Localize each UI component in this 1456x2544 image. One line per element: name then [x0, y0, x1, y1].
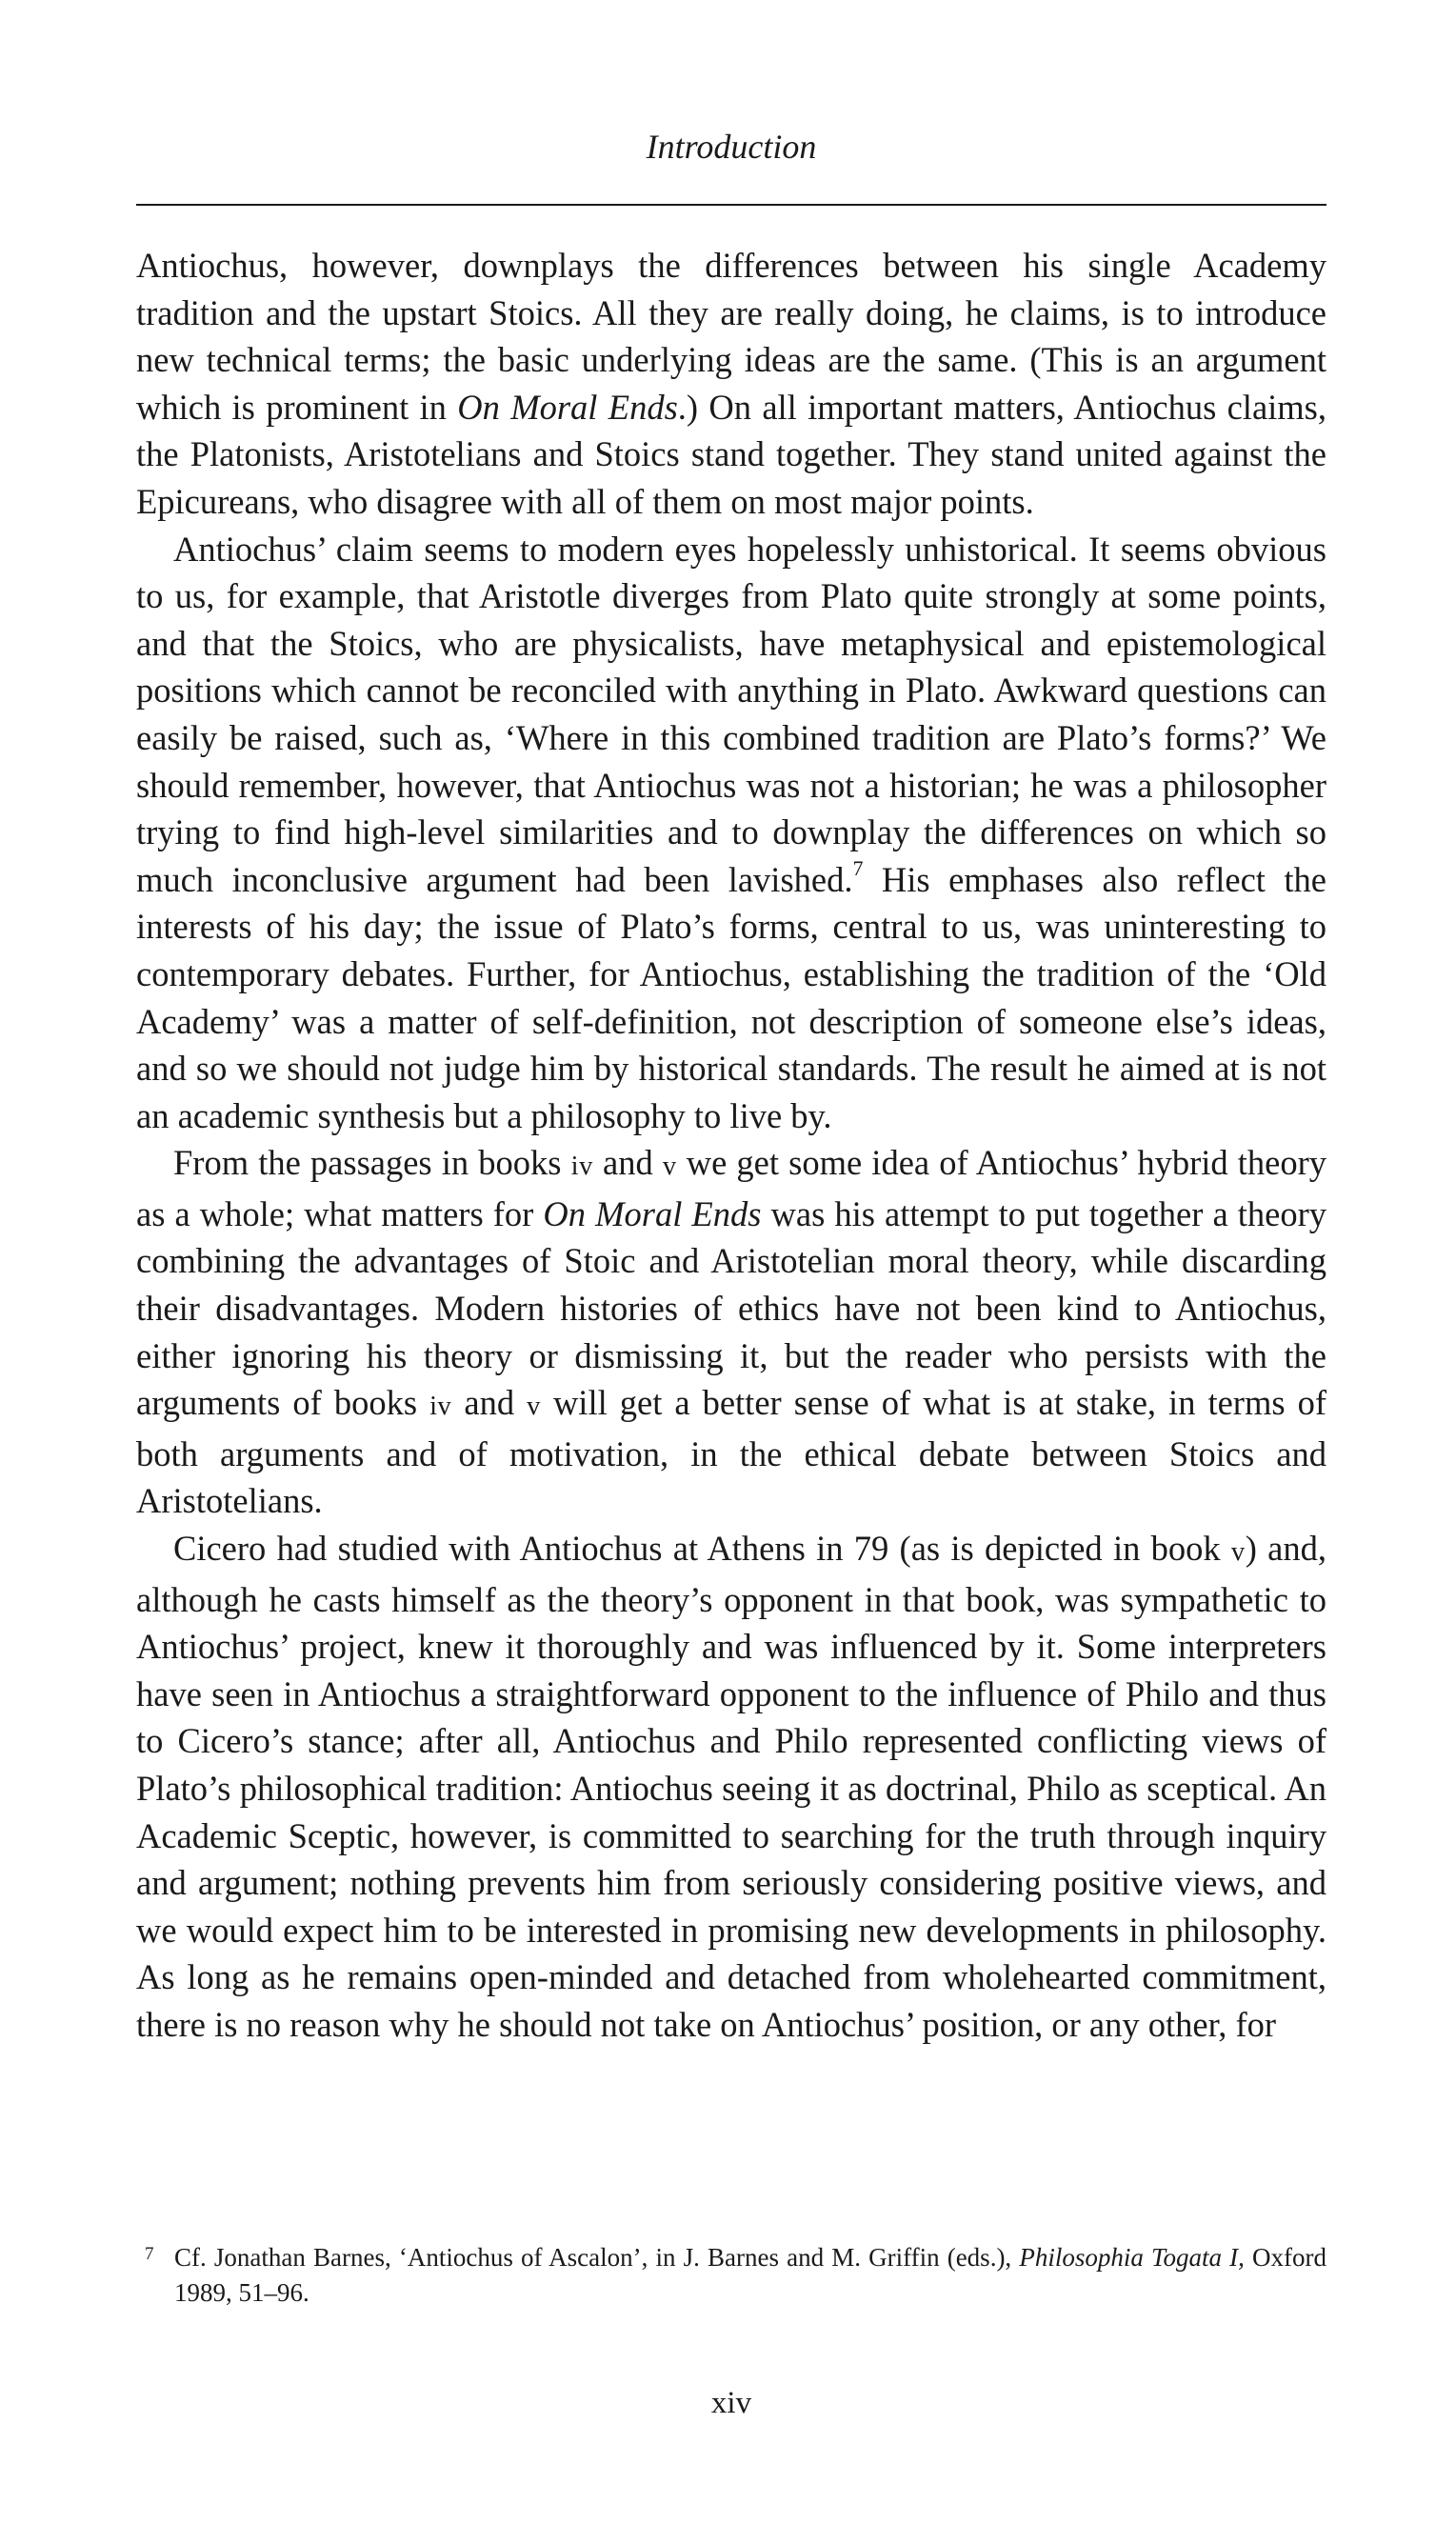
work-title: On Moral Ends: [543, 1193, 762, 1233]
paragraph-2: [136, 526, 1326, 1140]
text-run: Cf. Jonathan Barnes, ‘Antiochus of Ascalon’, in J. Barnes and M. Griffin (eds.),: [174, 2243, 1020, 2272]
book-numeral: v: [527, 1392, 541, 1422]
text-run: ) and, although he casts himself as the theory’s opponent in that book, was sympathetic to Antiochus’ project, knew it thoroughly and was influenced by it. Some interpreters have seen in Antiochus a straightforward opponent to the influence of Philo and thus to Cicero’s stance; after all, Antiochus and Philo represented conflicting views of Plato’s philosophical tradition: Antiochus seeing it as doctrinal, Philo as sceptical. An Academic Sceptic, however, is committed to searching for the truth through inquiry and argument; nothing prevents him from seriously considering positive views, and we would expect him to be interested in promising new developments in philosophy. As long as he remains open-minded and detached from wholehearted commitment, there is no reason why he should not take on Antiochus’ position, or any other, for: [136, 1529, 1327, 2044]
book-numeral: iv: [429, 1392, 452, 1422]
footnote: [136, 2240, 1326, 2311]
book-numeral: v: [1230, 1537, 1246, 1568]
work-title: Philosophia Togata I,: [1019, 2243, 1245, 2272]
paragraph-4: [136, 1525, 1326, 2049]
page-number: xiv: [710, 2386, 752, 2420]
body-text: [136, 242, 1326, 2049]
text-run: and: [592, 1143, 663, 1183]
footnote-reference[interactable]: 7: [852, 856, 864, 881]
text-run: was his attempt to put together a theory combining the advantages of Stoic and Aristotelian moral theory, while discarding their disadvantages. Modern histories of ethics have not been kind to Antiochus, either ignoring his theory or dismissing it, but the reader who persists with the arguments of books: [136, 1193, 1327, 1423]
running-head: Introduction: [646, 128, 817, 166]
book-numeral: v: [662, 1152, 677, 1182]
text-run: and: [451, 1383, 528, 1423]
text-run: His emphases also reflect the interests of his day; the issue of Plato’s forms, central to us, was uninteresting to contemporary debates. Further, for Antiochus, establishing the tradition of the ‘Old Academy’ was a matter of self-definition, not description of someone else’s ideas, and so we should not judge him by historical standards. The result he aimed at is not an academic synthesis but a philosophy to live by.: [136, 859, 1326, 1135]
text-run: Oxford 1989, 51–96.: [174, 2243, 1327, 2307]
text-run: Cicero had studied with Antiochus at Athens in 79 (as is depicted in book: [173, 1529, 1231, 1569]
footnote-number: 7: [145, 2244, 154, 2264]
text-run: .) On all important matters, Antiochus claims, the Platonists, Aristotelians and Stoics stand together. They stand united against the Epicureans, who disagree with all of them on most major points.: [136, 387, 1327, 521]
text-run: we get some idea of Antiochus’ hybrid theory as a whole; what matters for: [136, 1143, 1326, 1233]
text-run: From the passages in books: [173, 1143, 571, 1183]
book-numeral: iv: [570, 1152, 593, 1182]
paragraph-1: [136, 242, 1326, 526]
header-rule: [136, 204, 1326, 206]
paragraph-3: [136, 1139, 1326, 1525]
text-run: will get a better sense of what is at stake, in terms of both arguments and of motivation, in the ethical debate between Stoics and Aristotelians.: [136, 1383, 1326, 1521]
work-title: On Moral Ends: [457, 387, 678, 427]
text-run: Antiochus, however, downplays the differences between his single Academy tradition and the upstart Stoics. All they are really doing, he claims, is to introduce new technical terms; the basic underlying ideas are the same. (This is an argument which is prominent in: [136, 246, 1326, 427]
text-run: Antiochus’ claim seems to modern eyes hopelessly unhistorical. It seems obvious to us, for example, that Aristotle diverges from Plato quite strongly at some points, and that the Stoics, who are physicalists, have metaphysical and epistemological positions which cannot be reconciled with anything in Plato. Awkward questions can easily be raised, such as, ‘Where in this combined tradition are Plato’s forms?’ We should remember, however, that Antiochus was not a historian; he was a philosopher trying to find high-level similarities and to downplay the differences on which so much inconclusive argument had been lavished.: [136, 529, 1326, 899]
